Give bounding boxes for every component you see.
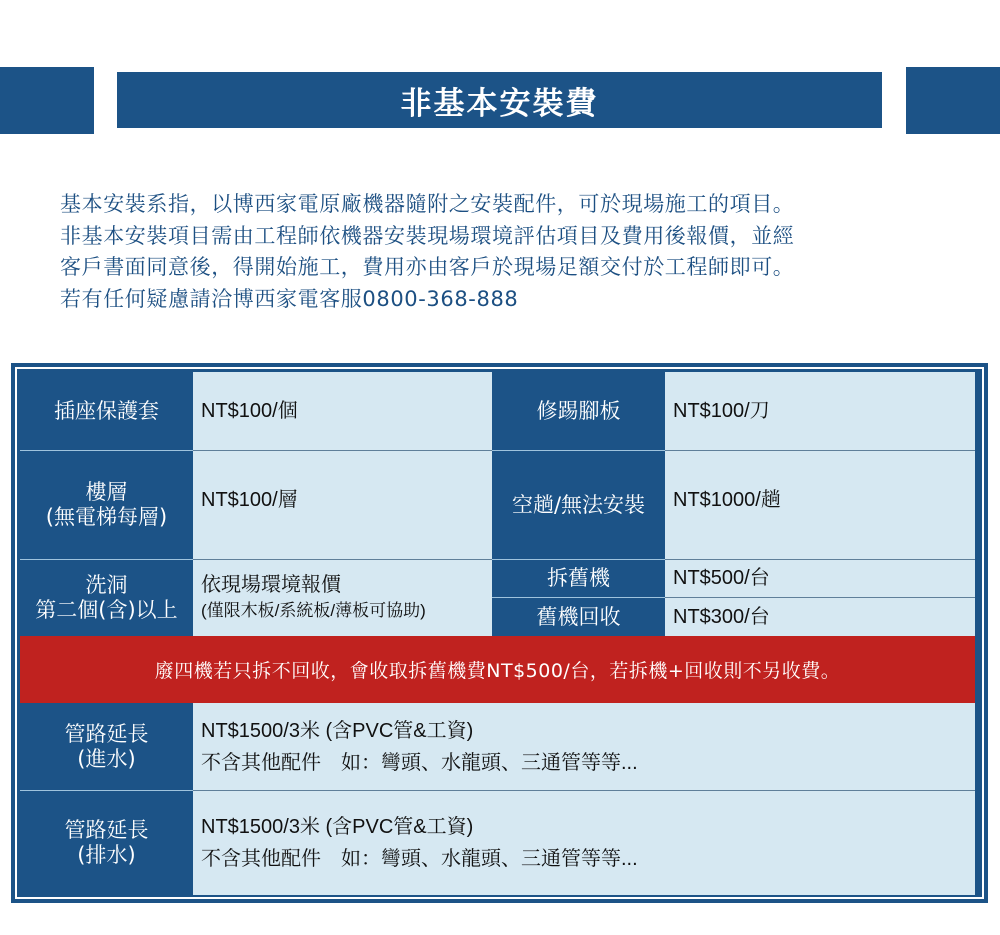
intro-line: 若有任何疑慮請洽博西家電客服0800-368-888 xyxy=(60,286,519,311)
fee-table xyxy=(11,363,988,903)
label-text: (排水) xyxy=(77,843,136,867)
intro-line: 基本安裝系指，以博西家電原廠機器隨附之安裝配件，可於現場施工的項目。 xyxy=(60,192,795,216)
value-pipe-extension-inlet xyxy=(193,703,975,791)
label-floor-no-elevator xyxy=(20,451,193,560)
label-text: 管路延長 xyxy=(64,818,149,842)
fee-table-grid xyxy=(20,372,975,892)
value-note: 不含其他配件 如：彎頭、水龍頭、三通管等等... xyxy=(201,848,638,870)
label-text: 拆舊機 xyxy=(547,566,610,590)
intro-paragraph xyxy=(60,189,960,315)
value-floor-no-elevator xyxy=(193,451,492,560)
value-baseboard-trim xyxy=(665,372,975,451)
recycle-notice-banner xyxy=(20,636,975,703)
value-text: 依現場環境報價 xyxy=(201,574,341,596)
label-text: (進水) xyxy=(77,746,136,771)
label-text: 洗洞 xyxy=(85,573,128,597)
value-old-unit-recycle xyxy=(665,598,975,636)
label-wasted-trip xyxy=(492,451,665,560)
value-drill-hole xyxy=(193,560,492,636)
intro-line: 客戶書面同意後，得開始施工，費用亦由客戶於現場足額交付於工程師即可。 xyxy=(60,255,795,279)
label-pipe-extension-inlet xyxy=(20,703,193,791)
value-outlet-cover xyxy=(193,372,492,451)
value-remove-old-unit xyxy=(665,560,975,598)
value-note: (僅限木板/系統板/薄板可協助) xyxy=(201,601,426,620)
value-wasted-trip xyxy=(665,451,975,560)
page-title xyxy=(117,72,882,128)
value-text: NT$100/層 xyxy=(201,489,298,511)
label-text: 樓層 xyxy=(85,480,128,504)
label-text: 管路延長 xyxy=(64,721,149,746)
label-remove-old-unit xyxy=(492,560,665,598)
label-text: 插座保護套 xyxy=(54,398,159,423)
label-text: 修踢腳板 xyxy=(536,398,621,423)
page-title-text: 非基本安裝費 xyxy=(400,85,599,122)
value-text: NT$1000/趟 xyxy=(673,489,781,511)
label-text: 空趟/無法安裝 xyxy=(511,492,646,517)
value-text: NT$100/個 xyxy=(201,400,298,422)
label-old-unit-recycle xyxy=(492,598,665,636)
value-text: NT$500/台 xyxy=(673,567,770,589)
value-pipe-extension-drain xyxy=(193,791,975,895)
label-pipe-extension-drain xyxy=(20,791,193,895)
value-text: NT$100/刀 xyxy=(673,400,770,422)
label-text: (無電梯每層) xyxy=(45,505,168,529)
value-text: NT$300/台 xyxy=(673,605,770,628)
fee-table-inner xyxy=(15,367,984,899)
value-text: NT$1500/3米 (含PVC管&工資) xyxy=(201,719,474,742)
label-baseboard-trim xyxy=(492,372,665,451)
decorative-bar-left xyxy=(0,67,94,134)
label-drill-hole xyxy=(20,560,193,636)
label-outlet-cover xyxy=(20,372,193,451)
notice-text: 廢四機若只拆不回收，會收取拆舊機費NT$500/台，若拆機+回收則不另收費。 xyxy=(154,660,841,682)
label-text: 第二個(含)以上 xyxy=(35,598,178,622)
decorative-bar-right xyxy=(906,67,1000,134)
label-text: 舊機回收 xyxy=(536,604,621,629)
value-text: NT$1500/3米 (含PVC管&工資) xyxy=(201,816,474,838)
value-note: 不含其他配件 如：彎頭、水龍頭、三通管等等... xyxy=(201,751,638,774)
intro-line: 非基本安裝項目需由工程師依機器安裝現場環境評估項目及費用後報價，並經 xyxy=(60,223,795,248)
